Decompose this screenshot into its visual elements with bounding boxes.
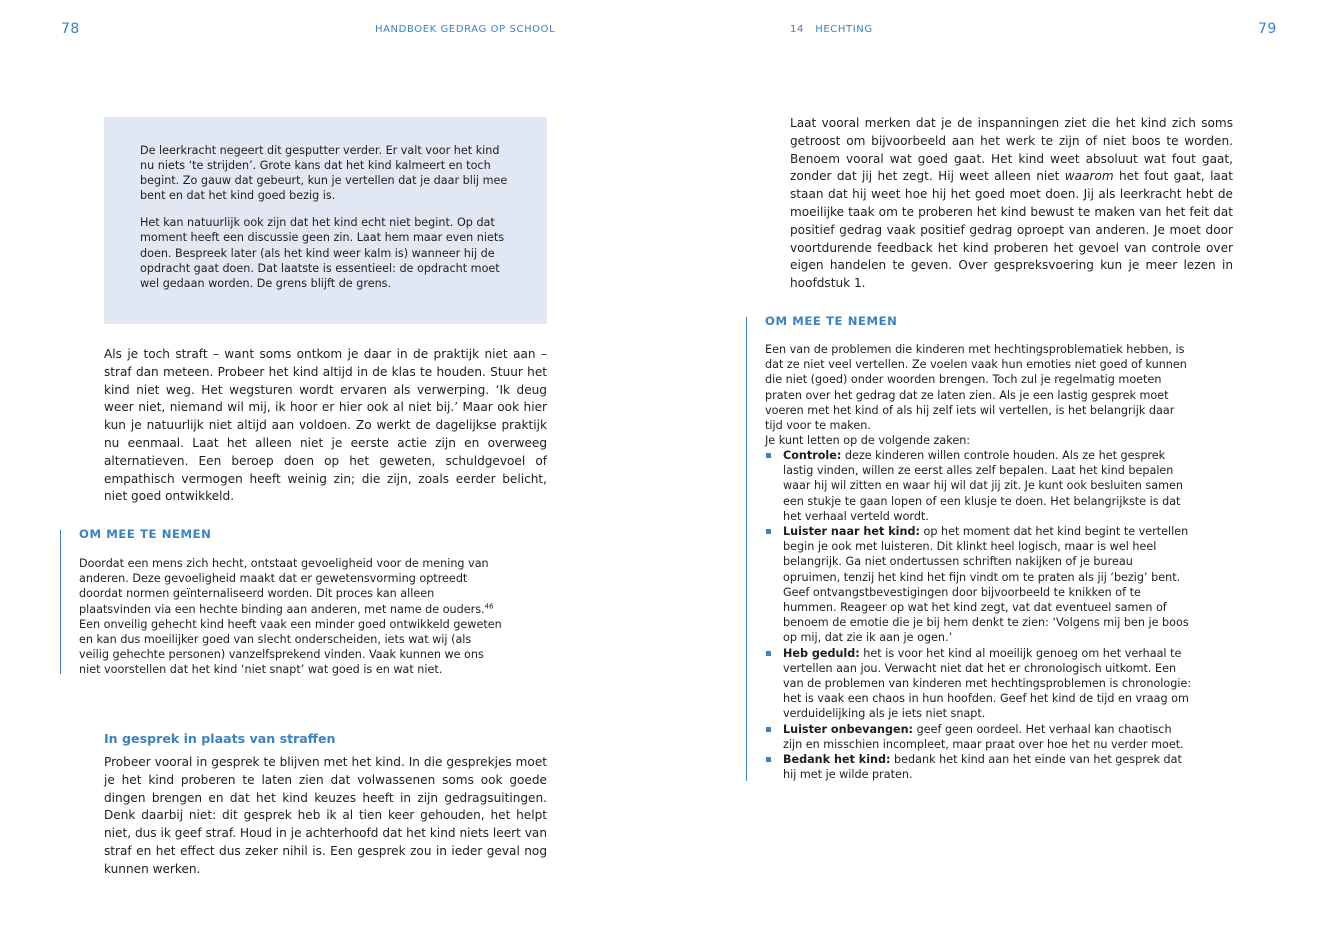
- bullet-square-icon: [766, 453, 771, 458]
- bullet-square-icon: [766, 727, 771, 732]
- emphasis-waarom: waarom: [1064, 169, 1114, 184]
- note-margin-rule: [60, 530, 61, 674]
- callout-paragraph: Het kan natuurlijk ook zijn dat het kind echt niet begint. Op dat moment heeft een discussie geen zin. Laat hem maar even niets doen. Bespreek later (als het kind weer kalm is) wanneer hij de opdracht gaat doen. Dat laatste is essentieel: de opdracht moet wel gedaan worden. De grens blijft de grens.: [140, 216, 505, 290]
- note-label-left: OM MEE TE NEMEN: [79, 527, 212, 541]
- note-margin-rule: [746, 317, 747, 781]
- note-text-left: Doordat een mens zich hecht, ontstaat gevoeligheid voor de mening van anderen. Deze gevoeligheid maakt dat er gewetensvorming optreedt doordat normen geïnternaliseerd worden. Dit proces kan alleen plaatsvinden via een hechte binding aan anderen, met name de ouders.$^{46}$ Een onveilig gehecht kind heeft vaak een minder goed ontwikkeld geweten en kan dus moeilijker goed van slecht onderscheiden, iets wat wij (als veilig gehechte personen) vanzelfsprekend vinden. Vaak kunnen we ons niet voorstellen dat het kind ‘niet snapt’ wat goed is en wat niet.: [79, 557, 502, 677]
- note-label-right: OM MEE TE NEMEN: [765, 314, 898, 328]
- footnote-reference: 46: [484, 601, 494, 610]
- running-head-right: [790, 24, 873, 35]
- list-item: Luister naar het kind: op het moment dat het kind begint te vertellen begin je ook met luisteren. Dit klinkt heel logisch, maar is wel heel belangrijk. Ga niet ondertussen schriften nakijken of je bureau opruimen, tenzij het kind het fijn vindt om te praten als jij ‘bezig’ bent. Geef ontvangstbevestigingen door bijvoorbeeld te knikken of te hummen. Reageer op wat het kind zegt, vat dat eventueel samen of benoem de emotie die je bij hem denkt te zien: ‘Volgens mij ben je boos op mij, dat zie ik aan je ogen.’: [765, 524, 1193, 646]
- body-paragraph-feedback: Laat vooral merken dat je de inspanningen ziet die het kind zich soms getroost om bijvoorbeeld aan het werk te zijn of niet boos te worden. Benoem vooral wat goed gaat. Het kind weet absoluut wat fout gaat, zonder dat jij het zegt. Hij weet alleen niet waarom het fout gaat, laat staan dat hij weet hoe hij het goed moet doen. Jij als leerkracht hebt de moeilijke taak om te proberen het kind bewust te maken van het feit dat positief gedrag vaak positief gedrag oproept van anderen. Je moet door voortdurende feedback het kind proberen het gevoel van controle over eigen handelen te geven. Over gespreksvoering kun je meer lezen in hoofdstuk 1.: [790, 116, 1233, 291]
- list-item: Luister onbevangen: geef geen oordeel. Het verhaal kan chaotisch zijn en misschien incompleet, maar praat over hoe het nu verder moet.: [765, 722, 1193, 752]
- page-number-left: 78: [61, 21, 80, 37]
- subheading-conversation: In gesprek in plaats van straffen: [104, 731, 336, 746]
- list-item: Controle: deze kinderen willen controle houden. Als ze het gesprek lastig vinden, willen ze eerst alles zelf bepalen. Laat het kind bepalen waar hij wil zitten en waar hij wil dat jij zit. Je kunt ook besluiten samen een stukje te gaan lopen of een klusje te doen. Het belangrijkste is dat het verhaal verteld wordt.: [765, 448, 1193, 524]
- list-item: Heb geduld: het is voor het kind al moeilijk genoeg om het verhaal te vertellen aan jou. Verwacht niet dat het er chronologisch uitkomt. Een van de problemen van kinderen met hechtingsproblemen is chronologie: het is vaak een chaos in hun hoofden. Geef het kind de tijd en vraag om verduidelijking als je iets niet snapt.: [765, 646, 1193, 722]
- bullet-square-icon: [766, 651, 771, 656]
- example-callout-box: [104, 117, 547, 324]
- callout-paragraph: De leerkracht negeert dit gesputter verder. Er valt voor het kind nu niets ‘te strijden’. Grote kans dat het kind kalmeert en toch begint. Zo gauw dat gebeurt, kun je vertellen dat je daar blij mee bent en dat het kind goed bezig is.: [140, 144, 508, 203]
- body-paragraph-conversation: Probeer vooral in gesprek te blijven met het kind. In die gesprekjes moet je het kind proberen te laten zien dat volwassenen soms ook goede dingen brengen en dat het kind keuzes heeft in zijn gedragsuitingen. Denk daarbij niet: dit gesprek heb ik al tien keer gehouden, het helpt niet, dus ik geef straf. Houd in je achterhoofd dat het kind niets leert van straf en het effect dus zeker nihil is. Een gesprek zou in ieder geval nog kunnen werken.: [104, 755, 547, 876]
- running-head-left: HANDBOEK GEDRAG OP SCHOOL: [375, 24, 556, 35]
- note-intro-right: Een van de problemen die kinderen met hechtingsproblematiek hebben, is dat ze niet veel vertellen. Ze voelen vaak hun emoties niet goed of kunnen die niet (goed) onder woorden brengen. Toch zul je regelmatig moeten praten over het gedrag dat ze laten zien. Als je een lastig gesprek moet voeren met het kind of als hij zelf iets wil vertellen, is het belangrijk daar tijd voor te maken.: [765, 343, 1187, 433]
- chapter-title: 14 HECHTING: [790, 24, 873, 35]
- tips-list: [765, 448, 1193, 782]
- bullet-square-icon: [766, 529, 771, 534]
- list-item: Bedank het kind: bedank het kind aan het einde van het gesprek dat hij met je wilde praten.: [765, 752, 1193, 782]
- page-number-right: 79: [1258, 21, 1277, 37]
- note-lead-right: Je kunt letten op de volgende zaken:: [765, 434, 971, 447]
- body-paragraph-punishment: Als je toch straft – want soms ontkom je daar in de praktijk niet aan – straf dan meteen. Probeer het kind altijd in de klas te houden. Stuur het kind niet weg. Het wegsturen wordt ervaren als verwerping. ‘Ik deug weer niet, niemand wil mij, ik hoor er hier ook al niet bij.’ Maar ook hier kun je natuurlijk niet altijd aan voldoen. Zo werkt de dagelijkse praktijk nu eenmaal. Laat het alleen niet je eerste actie zijn en overweeg alternatieven. Een beroep doen op het geweten, schuldgevoel of empathisch vermogen heeft weinig zin; die zijn, zoals eerder belicht, niet goed ontwikkeld.: [104, 347, 547, 504]
- bullet-square-icon: [766, 757, 771, 762]
